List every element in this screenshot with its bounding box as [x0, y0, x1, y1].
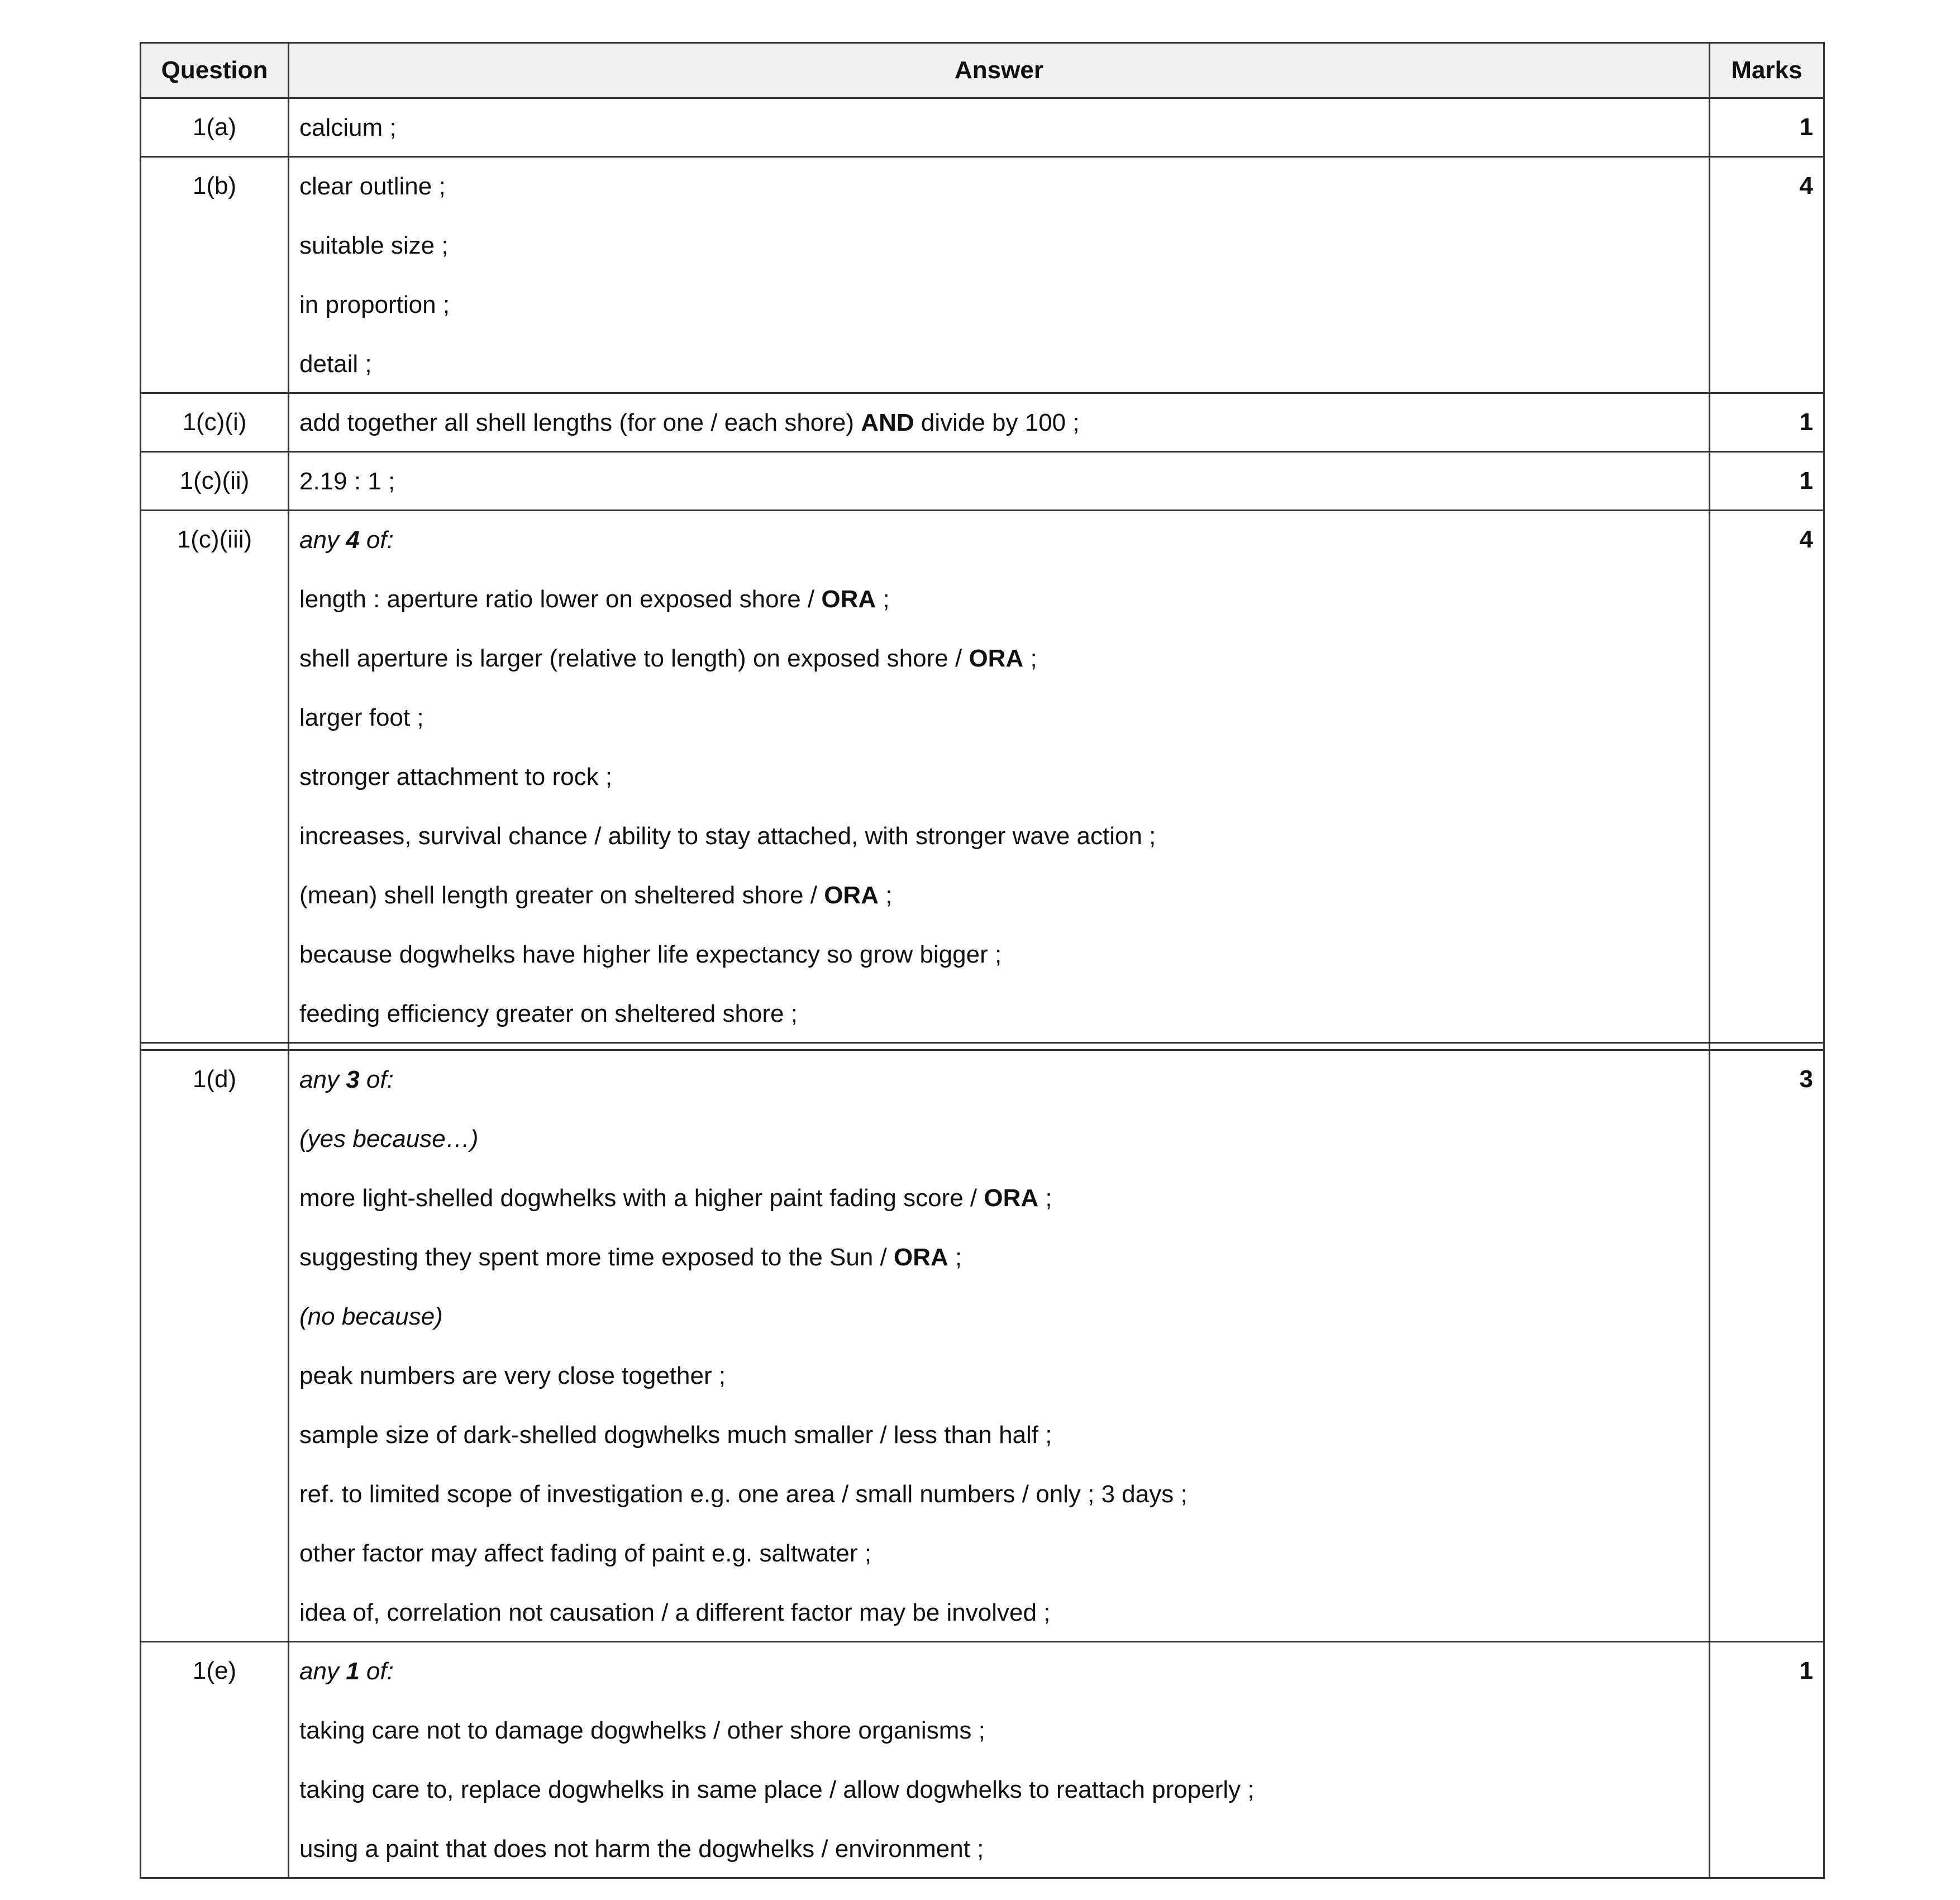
answer-text: suggesting they spent more time exposed to the Sun /	[299, 1244, 887, 1271]
answer-line: idea of, correlation not causation / a different factor may be involved ;	[299, 1599, 1051, 1626]
question-number: 1(a)	[141, 98, 289, 157]
instruction-text: of:	[366, 1066, 394, 1093]
instruction-text: of:	[366, 1658, 394, 1685]
answer-line: because dogwhelks have higher life expectancy so grow bigger ;	[299, 941, 1002, 968]
table-row	[141, 157, 1824, 393]
keyword-ora: ORA	[984, 1184, 1039, 1212]
answer-line: sample size of dark-shelled dogwhelks much smaller / less than half ;	[299, 1421, 1052, 1449]
answer-cell	[289, 1642, 1710, 1878]
header-marks: Marks	[1710, 43, 1824, 98]
instruction-text: any	[299, 526, 339, 554]
answer-text: ;	[955, 1244, 962, 1271]
marks-value: 1	[1710, 1642, 1824, 1878]
answer-text: length : aperture ratio lower on exposed shore /	[299, 585, 815, 613]
instruction-count: 1	[346, 1658, 360, 1685]
answer-line	[299, 408, 1699, 437]
answer-text: ;	[1030, 645, 1037, 672]
instruction-text: of:	[366, 526, 394, 554]
answer-line: clear outline ;	[299, 173, 446, 200]
answer-cell	[289, 393, 1710, 452]
question-number: 1(b)	[141, 157, 289, 393]
answer-line: detail ;	[299, 350, 372, 378]
header-question: Question	[141, 43, 289, 98]
separator-cell	[289, 1043, 1710, 1050]
answer-line: ref. to limited scope of investigation e.g. one area / small numbers / only ; 3 days ;	[299, 1480, 1188, 1508]
answer-line: stronger attachment to rock ;	[299, 763, 613, 791]
marks-value: 3	[1710, 1050, 1824, 1642]
keyword-ora: ORA	[893, 1244, 948, 1271]
instruction-count: 4	[346, 526, 360, 554]
table-row	[141, 452, 1824, 511]
header-answer: Answer	[289, 43, 1710, 98]
separator-cell	[1710, 1043, 1824, 1050]
answer-line: other factor may affect fading of paint e.g. saltwater ;	[299, 1540, 871, 1567]
separator-cell	[141, 1043, 289, 1050]
instruction-line	[299, 526, 1699, 555]
table-row	[141, 393, 1824, 452]
answer-line: suitable size ;	[299, 232, 449, 259]
table-row	[141, 1642, 1824, 1878]
question-number: 1(e)	[141, 1642, 289, 1878]
keyword-ora: ORA	[969, 645, 1024, 672]
question-number: 1(c)(ii)	[141, 452, 289, 511]
answer-line: using a paint that does not harm the dogwhelks / environment ;	[299, 1835, 984, 1863]
answer-text: add together all shell lengths (for one / each shore)	[299, 409, 855, 436]
question-number: 1(d)	[141, 1050, 289, 1642]
answer-line: calcium ;	[299, 114, 397, 141]
answer-cell	[289, 452, 1710, 511]
instruction-line: (yes because…)	[299, 1125, 479, 1153]
answer-line: taking care not to damage dogwhelks / other shore organisms ;	[299, 1717, 985, 1744]
marks-value: 1	[1710, 393, 1824, 452]
answer-line	[299, 585, 1699, 614]
answer-text: ;	[885, 882, 893, 909]
question-number: 1(c)(i)	[141, 393, 289, 452]
answer-line: taking care to, replace dogwhelks in same place / allow dogwhelks to reattach properly ;	[299, 1776, 1255, 1803]
instruction-line	[299, 1065, 1699, 1094]
keyword-ora: ORA	[824, 882, 879, 909]
answer-text: (mean) shell length greater on sheltered shore /	[299, 882, 817, 909]
table-row	[141, 1050, 1824, 1642]
instruction-text: any	[299, 1066, 339, 1093]
answer-line	[299, 644, 1699, 673]
answer-text: ;	[1045, 1184, 1052, 1212]
answer-text: divide by 100 ;	[921, 409, 1080, 436]
instruction-line: (no because)	[299, 1303, 443, 1330]
marks-value: 1	[1710, 452, 1824, 511]
answer-text: ;	[883, 585, 890, 613]
answer-text: shell aperture is larger (relative to length) on exposed shore /	[299, 645, 962, 672]
question-number: 1(c)(iii)	[141, 511, 289, 1043]
marks-value: 1	[1710, 98, 1824, 157]
table-header-row	[141, 43, 1824, 98]
answer-line: peak numbers are very close together ;	[299, 1362, 726, 1389]
answer-line	[299, 1184, 1699, 1213]
answer-line	[299, 1243, 1699, 1272]
answer-cell	[289, 511, 1710, 1043]
answer-line: 2.19 : 1 ;	[299, 468, 395, 495]
answer-cell	[289, 157, 1710, 393]
instruction-count: 3	[346, 1066, 360, 1093]
marks-value: 4	[1710, 511, 1824, 1043]
instruction-text: any	[299, 1658, 339, 1685]
keyword-ora: ORA	[821, 585, 876, 613]
answer-line: increases, survival chance / ability to stay attached, with stronger wave action ;	[299, 822, 1156, 850]
keyword-and: AND	[861, 409, 914, 436]
answer-cell	[289, 98, 1710, 157]
row-separator	[141, 1043, 1824, 1050]
table-row	[141, 511, 1824, 1043]
answer-cell	[289, 1050, 1710, 1642]
answer-line: feeding efficiency greater on sheltered shore ;	[299, 1000, 798, 1027]
answer-text: more light-shelled dogwhelks with a higher paint fading score /	[299, 1184, 977, 1212]
answer-line: in proportion ;	[299, 291, 450, 318]
table-row	[141, 98, 1824, 157]
mark-scheme-table	[140, 42, 1825, 1879]
answer-line: larger foot ;	[299, 704, 424, 731]
instruction-line	[299, 1657, 1699, 1686]
marks-value: 4	[1710, 157, 1824, 393]
answer-line	[299, 881, 1699, 910]
